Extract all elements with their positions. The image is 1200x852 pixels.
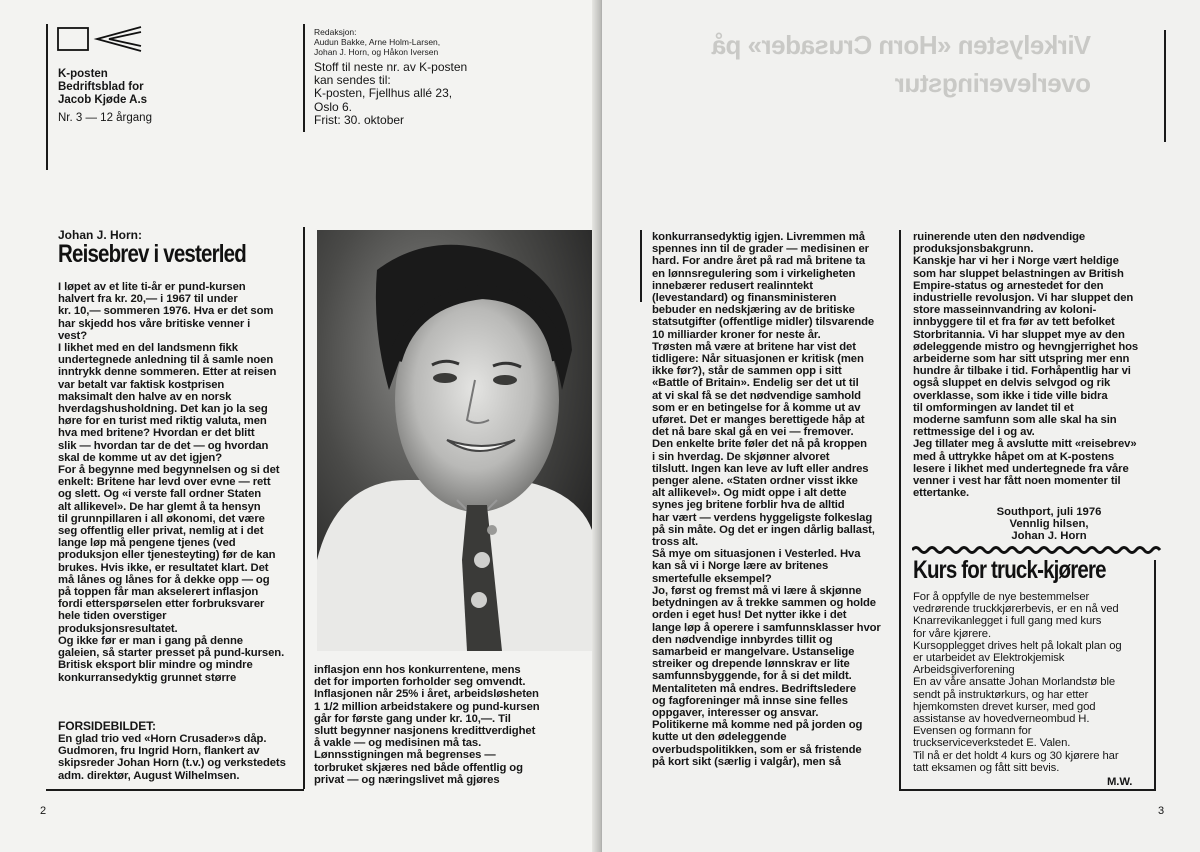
page-right: [602, 0, 1200, 852]
bottom-rule-right-v: [1154, 560, 1156, 790]
masthead-mid-rule: [303, 24, 305, 132]
editors-list: Audun Bakke, Arne Holm-Larsen, Johan J. Horn, og Håkon Iversen: [314, 37, 441, 57]
wavy-divider: [912, 544, 1162, 556]
article-column-4: ruinerende uten den nødvendige produksjonsbakgrunn. Kanskje har vi her i Norge vært heldige som har sluppet belastningen av British Empire-status og arnestedet for den industrielle revolusjon. Vi har sluppet den store masseinnvandring av koloni- innbyggere til et fra før av tett befolket Storbritannia. Vi har sluppet mye av den ødeleggende mistro og hevngjerrighet hos arbeiderne som har sitt utspring mer enn hundre år tilbake i tid. Forhåpentlig har vi også sluppet en delvis selvgod og rik overklasse, som ikke i tide ville bidra til omformingen av landet til et moderne samfunn som alle skal ha sin rettmessige del i og av. Jeg tillater meg å avslutte mitt «reisebrev» med å uttrykke håpet om at K-postens lesere i likhet med undertegnede fra våre venner i vest har fått noen momenter til ettertanke.: [913, 231, 1139, 500]
bleed-through-text: Virkelysten «Horn Crusader» på overleveringstur: [712, 30, 1092, 98]
k-posten-logo: [57, 26, 143, 54]
cover-caption-label: FORSIDEBILDET:: [58, 719, 156, 733]
column-rule-right-1: [640, 230, 642, 302]
article-column-2: inflasjon enn hos konkurrentene, mens det for importen forholder seg omvendt. Inflasjonen når 25% i året, arbeidsløsheten 1 1/2 million arbeidstakere og pund-kursen går for første gang under kr. 10,—. Til slutt begynner nasjonens kredittverdighet å vakle — og medisinen må tas. Lønnsstigningen må begrenses — torbruket skjæres ned både offentlig og privat — og næringslivet må gjøres: [314, 664, 540, 786]
article-signoff: Southport, juli 1976 Vennlig hilsen, Johan J. Horn: [996, 506, 1102, 543]
bottom-rule-left: [46, 789, 304, 791]
truck-headline: Kurs for truck-kjørere: [913, 556, 1106, 584]
column-rule-left: [303, 227, 305, 789]
masthead-left-rule: [46, 24, 48, 170]
column-rule-right-2: [899, 230, 901, 790]
bottom-rule-right: [899, 789, 1156, 791]
editors-label: Redaksjon:: [314, 27, 357, 37]
page-number-right: 3: [1158, 805, 1165, 817]
page-left: [0, 0, 598, 852]
article-byline: Johan J. Horn:: [58, 228, 143, 242]
submission-info: Stoff til neste nr. av K-posten kan sendes til: K-posten, Fjellhus allé 23, Oslo 6. Frist: 30. oktober: [314, 60, 468, 127]
portrait-photo: [317, 230, 592, 651]
article-headline: Reisebrev i vesterled: [58, 240, 246, 268]
article-column-1: I løpet av et lite ti-år er pund-kursen halvert fra kr. 20,— i 1967 til under kr. 10,— sommeren 1976. Hva er det som har skjedd hos våre britiske venner i vest? I likhet med en del landsmenn fikk undertegnede anledning til å samle noen inntrykk denne sommeren. Etter at reisen var betalt var faktisk kostprisen maksimalt den halve av en norsk hverdagshusholdning. Det kan jo la seg høre for en turist med riktig valuta, men hva med britene? Hvordan er det blitt slik — hvordan tar de det — og hvordan skal de komme ut av det igjen? For å begynne med begynnelsen og si det enkelt: Britene har levd over evne — rett og slett. Og «i verste fall ordner Staten alt allikevel». De har glemt å ta hensyn til grunnpillaren i all økonomi, det være seg offentlig eller privat, nemlig at i det lange løp må pengene tjenes (ved produksjon eller tjenesteyting) før de kan brukes. Hvis ikke, er resultatet klart. Det må lånes og lånes for å dekke opp — og på toppen får man akselerert inflasjon fordi etterspørselen etter forbruksvarer hele tiden overstiger produksjonsresultatet. Og ikke før er man i gang på denne galeien, så starter presset på pund-kursen. Britisk eksport blir mindre og mindre konkurransedyktig grunnet større: [58, 281, 285, 684]
masthead-title: K-posten Bedriftsblad for Jacob Kjøde A.s: [58, 68, 148, 106]
article-column-3: konkurransedyktig igjen. Livremmen må spennes inn til de grader — medisinen er hard. For andre året på rad må britene ta en lønnsregulering som i virkeligheten innebærer redusert realinntekt (levestandard) og finansministeren bebuder en nedskjæring av de britiske statsutgifter (offentlige midler) tilsvarende 10 milliarder kroner for neste år. Trøsten må være at britene har vist det tidligere: Når situasjonen er kritisk (men ikke før?), står de sammen opp i sitt «Battle of Britain». Endelig ser det ut til at vi skal få se det nødvendige samhold som er en betingelse for å komme ut av uføret. Det er manges berettigede håp at det nå bare skal gå en vei — fremover. Den enkelte brite føler det nå på kroppen i sin hverdag. De skjønner alvoret tilslutt. Ingen kan leve av luft eller andres penger alene. «Staten ordner visst ikke alt allikevel». Og midt oppe i alt dette synes jeg britene forblir hva de alltid har vært — verdens hyggeligste folkeslag på sin måte. Og det er ingen dårlig ballast, tross alt. Så mye om situasjonen i Vesterled. Hva kan så vi i Norge lære av britenes smertefulle eksempel? Jo, først og fremst må vi lære å skjønne betydningen av å trekke sammen og holde orden i eget hus! Det nytter ikke i det lange løp å operere i samfunnsklasser hvor den nødvendige innbyrdes tillit og samarbeid er mangelvare. Ustanselige streiker og drepende lønnskrav er lite samfunnsbyggende, for å si det mildt. Mentaliteten må endres. Bedriftsledere og fagforeninger må innse sine felles oppgaver, interesser og ansvar. Politikerne må komme ned på jorden og kutte ut den ødeleggende overbudspolitikken, som er så fristende på kort sikt (særlig i valgår), men så: [652, 231, 881, 768]
truck-initials: M.W.: [1107, 776, 1133, 788]
cover-caption-text: En glad trio ved «Horn Crusader»s dåp. Gudmoren, fru Ingrid Horn, flankert av skipsreder Johan Horn (t.v.) og verkstedets adm. direktør, August Wilhelmsen.: [58, 733, 286, 782]
page-number-left: 2: [40, 805, 47, 817]
issue-number: Nr. 3 — 12 årgang: [58, 112, 152, 124]
portrait-photo-drawing: [317, 230, 592, 651]
top-rule-right: [1164, 30, 1166, 142]
truck-body: For å oppfylle de nye bestemmelser vedrørende truckkjørerbevis, er en nå ved Knarrevikanlegget i full gang med kurs for våre kjørere. Kursopplegget drives helt på lokalt plan og er utarbeidet av Elektrokjemisk Arbeidsgiverforening En av våre ansatte Johan Morlandstø ble sendt på instruktørkurs, og har etter hjemkomsten drevet kurser, med god assistanse av hovedverneombud H. Evensen og formann for truckserviceverkstedet E. Valen. Til nå er det holdt 4 kurs og 30 kjørere har tatt eksamen og fått sitt bevis.: [913, 591, 1122, 774]
